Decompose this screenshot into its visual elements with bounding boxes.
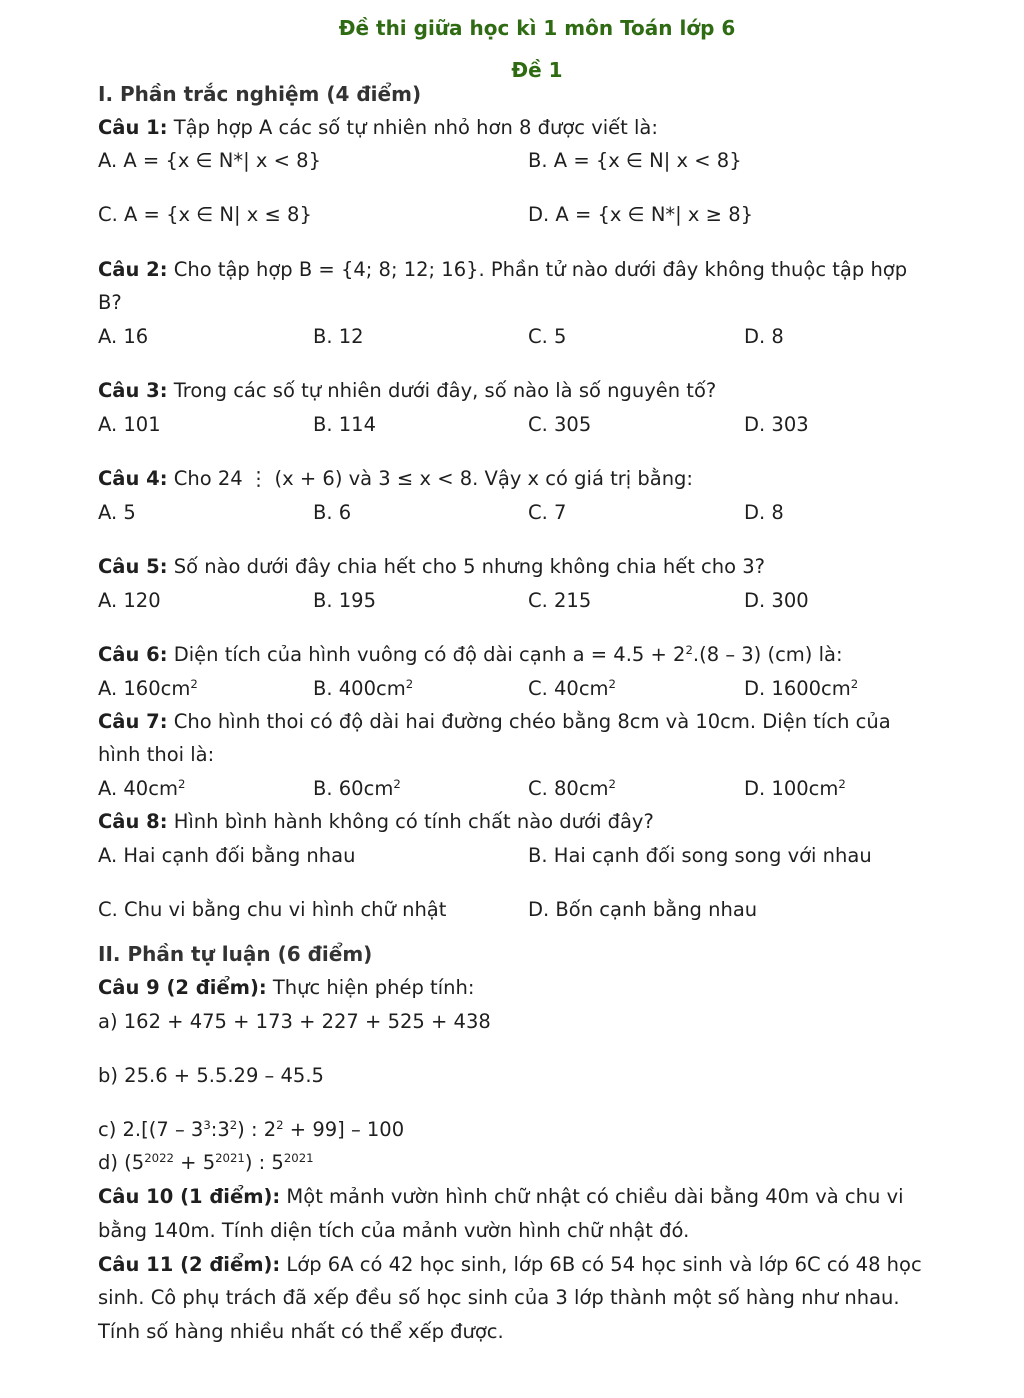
question-text: Tập hợp A các số tự nhiên nhỏ hơn 8 được viết là:: [167, 116, 658, 139]
option-b: B. $400cm^2$: [313, 676, 414, 700]
question-4: [98, 467, 693, 490]
question-6: [98, 643, 843, 666]
option-b: B. 195: [313, 589, 376, 612]
part-c: c) $2.[(7 - 3^3:3^2)$ : $2^2 + 99] - 100$: [98, 1117, 405, 1141]
option-a: A. A = {x ∈ N*| x < 8}: [98, 149, 321, 172]
part-b: b) 25.6 + 5.5.29 – 45.5: [98, 1064, 324, 1087]
question-label: Câu 7:: [98, 710, 168, 733]
question-text: Cho hình thoi có độ dài hai đường chéo bằng 8cm và 10cm. Diện tích của: [167, 710, 891, 733]
question-text: .(8 – 3) (cm) là:: [692, 643, 843, 666]
option-b: B. Hai cạnh đối song song với nhau: [528, 844, 872, 867]
question-text-continued: B?: [98, 291, 122, 314]
question-1: [98, 116, 658, 139]
option-a: A. 16: [98, 325, 149, 348]
option-d: D. 8: [744, 501, 784, 524]
option-a: A. $160cm^2$: [98, 676, 198, 700]
option-d: D. A = {x ∈ N*| x ≥ 8}: [528, 203, 754, 226]
question-label: Câu 4:: [98, 467, 168, 490]
option-c: C. 5: [528, 325, 567, 348]
question-8: [98, 810, 654, 833]
question-10: [98, 1185, 904, 1208]
question-text: Trong các số tự nhiên dưới đây, số nào là số nguyên tố?: [167, 379, 717, 402]
question-9: [98, 976, 474, 999]
question-7: [98, 710, 891, 733]
question-text-continued: bằng 140m. Tính diện tích của mảnh vườn hình chữ nhật đó.: [98, 1219, 690, 1242]
option-b: B. 114: [313, 413, 376, 436]
question-text: Hình bình hành không có tính chất nào dưới đây?: [167, 810, 654, 833]
question-text-continued: sinh. Cô phụ trách đã xếp đều số học sinh của 3 lớp thành một số hàng như nhau.: [98, 1286, 900, 1309]
option-c: C. $80cm^2$: [528, 776, 616, 800]
question-text: Thực hiện phép tính:: [266, 976, 475, 999]
option-a: A. $40cm^2$: [98, 776, 186, 800]
question-label: Câu 8:: [98, 810, 168, 833]
question-3: [98, 379, 716, 402]
part-d: d) $(5^{2022} + 5^{2021})$ : $5^{2021}$: [98, 1150, 314, 1174]
option-c: C. 305: [528, 413, 592, 436]
question-text-continued: Tính số hàng nhiều nhất có thể xếp được.: [98, 1320, 504, 1343]
question-text: Cho tập hợp B = {4; 8; 12; 16}. Phần tử nào dưới đây không thuộc tập hợp: [167, 258, 908, 281]
option-c: C. A = {x ∈ N| x ≤ 8}: [98, 203, 312, 226]
question-text-continued: hình thoi là:: [98, 743, 215, 766]
option-b: B. 6: [313, 501, 352, 524]
section-multiple-choice: I. Phần trắc nghiệm (4 điểm): [98, 82, 422, 106]
page-title: Đề thi giữa học kì 1 môn Toán lớp 6: [338, 16, 736, 40]
option-a: A. Hai cạnh đối bằng nhau: [98, 844, 356, 867]
question-label: Câu 9 (2 điểm):: [98, 976, 267, 999]
option-d: D. 8: [744, 325, 784, 348]
question-label: Câu 10 (1 điểm):: [98, 1185, 281, 1208]
question-text: Một mảnh vườn hình chữ nhật có chiều dài bằng 40m và chu vi: [280, 1185, 904, 1208]
option-d: D. $1600cm^2$: [744, 676, 859, 700]
option-c: C. Chu vi bằng chu vi hình chữ nhật: [98, 898, 447, 921]
option-c: C. 215: [528, 589, 592, 612]
question-text: Diện tích của hình vuông có độ dài cạnh a = 4.5 + 2: [167, 643, 686, 666]
question-2: [98, 258, 907, 281]
option-a: A. 5: [98, 501, 136, 524]
option-a: A. 120: [98, 589, 161, 612]
exam-number: Đề 1: [511, 58, 563, 82]
question-label: Câu 11 (2 điểm):: [98, 1253, 281, 1276]
option-b: B. 12: [313, 325, 364, 348]
question-text: Số nào dưới đây chia hết cho 5 nhưng không chia hết cho 3?: [167, 555, 766, 578]
question-label: Câu 1:: [98, 116, 168, 139]
question-label: Câu 3:: [98, 379, 168, 402]
question-11: [98, 1253, 922, 1276]
question-text: Cho 24 ⋮ (x + 6) và 3 ≤ x < 8. Vậy x có giá trị bằng:: [167, 467, 694, 490]
part-a: a) 162 + 475 + 173 + 227 + 525 + 438: [98, 1010, 491, 1033]
question-label: Câu 2:: [98, 258, 168, 281]
question-label: Câu 6:: [98, 643, 168, 666]
question-label: Câu 5:: [98, 555, 168, 578]
exponent: 2: [685, 642, 693, 657]
option-a: A. 101: [98, 413, 161, 436]
option-b: B. $60cm^2$: [313, 776, 401, 800]
option-d: D. $100cm^2$: [744, 776, 846, 800]
option-b: B. A = {x ∈ N| x < 8}: [528, 149, 742, 172]
option-c: C. 7: [528, 501, 567, 524]
option-d: D. 300: [744, 589, 809, 612]
option-c: C. $40cm^2$: [528, 676, 616, 700]
option-d: D. 303: [744, 413, 809, 436]
question-5: [98, 555, 765, 578]
question-text: Lớp 6A có 42 học sinh, lớp 6B có 54 học sinh và lớp 6C có 48 học: [280, 1253, 922, 1276]
section-essay: II. Phần tự luận (6 điểm): [98, 942, 373, 966]
option-d: D. Bốn cạnh bằng nhau: [528, 898, 758, 921]
